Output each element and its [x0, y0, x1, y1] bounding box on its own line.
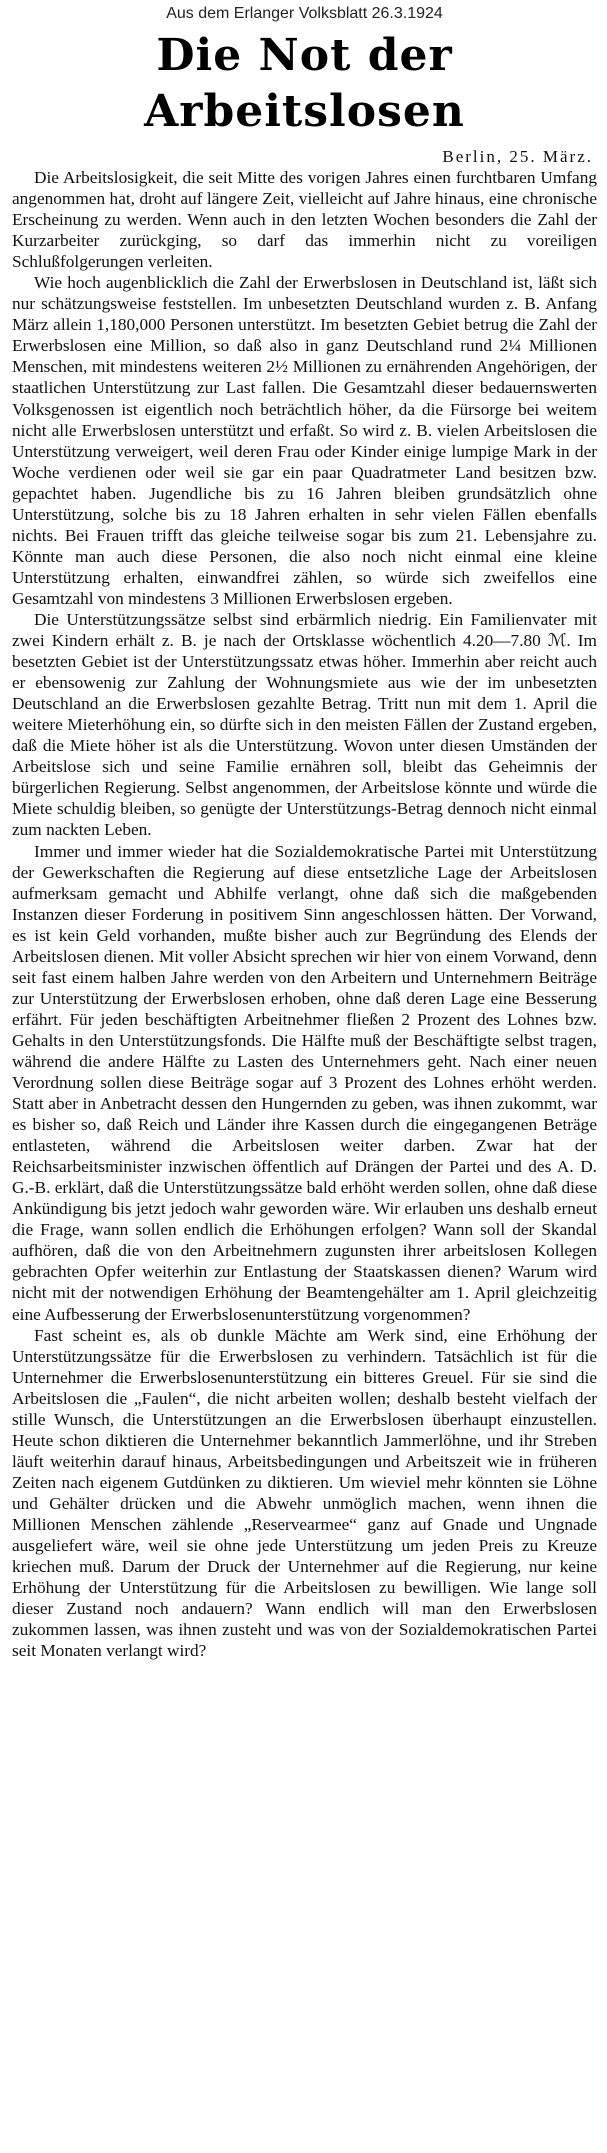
- article-headline: Die Not der Arbeitslosen: [144, 30, 465, 137]
- paragraph-dark-powers: Fast scheint es, als ob dunkle Mächte am Werk sind, eine Erhöhung der Unterstützungssätze für die Erwerbslosen zu verhindern. Tatsächlich ist für die Unternehmer die Erwerbslosenunterstützung ein bitteres Greuel. Für sie sind die Arbeitslosen die „Faulen“, die nicht arbeiten wollen; deshalb besteht vielfach der stille Wunsch, die Unterstützungen an die Erwerbslosen überhaupt einzustellen. Heute schon diktieren die Unternehmer bekanntlich Jammerlöhne, und ihr Streben läuft weiterhin darauf hinaus, Arbeitsbedingungen und Arbeitszeit wie in früheren Zeiten nach eigenem Gutdünken zu diktieren. Um wieviel mehr könnten sie Löhne und Gehälter drücken und die Abwehr unmöglich machen, wenn ihnen die Millionen Menschen zählende „Reservearmee“ ganz auf Gnade und Ungnade ausgeliefert wäre, weil sie ohne jede Unterstützung um jeden Preis zu Kreuze kriechen muß. Darum der Druck der Unternehmer auf die Regierung, nur keine Erhöhung der Unterstützung für die Arbeitslosen zu bewilligen. Wie lange soll dieser Zustand noch andauern? Wann endlich will man den Erwerbslosen zukommen lassen, was ihnen zusteht und was von der Sozialdemokratischen Partei seit Monaten verlangt wird?: [12, 1325, 597, 1661]
- paragraph-unemployed-count: Wie hoch augenblicklich die Zahl der Erwerbslosen in Deutschland ist, läßt sich nur schätzungsweise feststellen. Im unbesetzten Deutschland wurden z. B. Anfang März allein 1,180,000 Personen unterstützt. Im besetzten Gebiet betrug die Zahl der Erwerbslosen eine Million, so daß also in ganz Deutschland rund 2¼ Millionen Menschen, mit mindestens weiteren 2½ Millionen zu ernährenden Angehörigen, der staatlichen Unterstützung zur Last fallen. Die Gesamtzahl dieser bedauernswerten Volksgenossen ist eigentlich noch beträchtlich höher, da die Fürsorge bei weitem nicht alle Erwerbslosen unterstützt und erfaßt. So wird z. B. vielen Arbeitslosen die Unterstützung verweigert, weil deren Frau oder Kinder einige lumpige Mark in der Woche verdienen oder weil sie gar ein paar Quadratmeter Land besitzen bzw. gepachtet haben. Jugendliche bis zu 16 Jahren bleiben grundsätzlich ohne Unterstützung, solche bis zu 18 Jahren erhalten in sehr vielen Fällen ebenfalls nichts. Bei Frauen trifft das gleiche teilweise sogar bis zum 21. Lebensjahre zu. Könnte man auch diese Personen, die also noch nicht einmal eine kleine Unterstützung erhalten, einwandfrei zählen, so würde sich zweifellos eine Gesamtzahl von mindestens 3 Millionen Erwerbslosen ergeben.: [12, 273, 597, 608]
- dateline: Berlin, 25. März.: [442, 147, 593, 166]
- paragraph-benefit-rates: Die Unterstützungssätze selbst sind erbärmlich niedrig. Ein Familienvater mit zwei Kindern erhält z. B. je nach der Ortsklasse wöchentlich 4.20—7.80 ℳ. Im besetzten Gebiet ist der Unterstützungssatz etwas höher. Immerhin aber reicht auch er ebensowenig zur Zahlung der Wohnungsmiete aus wie der im unbesetzten Deutschland an die Erwerbslosen gezahlte Betrag. Tritt nun mit dem 1. April die weitere Mieterhöhung ein, so dürfte sich in den meisten Fällen der Zustand ergeben, daß die Miete höher ist als die Unterstützung. Wovon unter diesen Umständen der Arbeitslose sich und seine Familie ernähren soll, bleibt das Geheimnis der bürgerlichen Regierung. Selbst angenommen, der Arbeitslose könnte und würde die Miete schuldig bleiben, so genügte der Unterstützungs-Betrag dennoch nicht einmal zum nackten Leben.: [12, 609, 597, 840]
- paragraph-party-demands: Immer und immer wieder hat die Sozialdemokratische Partei mit Unterstützung der Gewerkschaften die Regierung auf diese entsetzliche Lage der Arbeitslosen aufmerksam gemacht und Abhilfe verlangt, ohne daß sich die maßgebenden Instanzen dieser Forderung in positivem Sinn angeschlossen hätten. Der Vorwand, es ist kein Geld vorhanden, mußte bisher auch zur Begründung des Elends der Arbeitslosen dienen. Mit voller Absicht sprechen wir hier von einem Vorwand, denn seit fast einem halben Jahre werden von den Arbeitern und Unternehmern Beiträge zur Unterstützung der Erwerbslosen erhoben, ohne daß deren Lage eine Besserung erfährt. Für jeden beschäftigten Arbeitnehmer fließen 2 Prozent des Lohnes bzw. Gehalts in den Unterstützungsfonds. Die Hälfte muß der Beschäftigte selbst tragen, während die andere Hälfte zu Lasten des Unternehmers geht. Nach einer neuen Verordnung sollen diese Beiträge sogar auf 3 Prozent des Lohnes erhöht werden. Statt aber in Anbetracht dessen den Hungernden zu geben, was ihnen zukommt, war es bisher so, daß Reich und Länder ihre Kassen durch die eingegangenen Beträge entlasteten, während die Arbeitslosen weiter darben. Zwar hat der Reichsarbeitsminister inzwischen öffentlich auf Drängen der Partei und des A. D. G.-B. erklärt, daß die Unterstützungssätze bald erhöht werden sollen, ohne daß diese Ankündigung bis jetzt jedoch wahr geworden wäre. Wir erlauben uns deshalb erneut die Frage, wann sollen endlich die Erhöhungen erfolgen? Wann soll der Skandal aufhören, daß die von den Arbeitnehmern zugunsten ihrer arbeitslosen Kollegen gebrachten Opfer weiterhin zur Entlastung der Staatskassen dienen? Warum wird nicht mit der notwendigen Erhöhung der Beamtengehälter am 1. April gleichzeitig eine Aufbesserung der Erwerbslosenunterstützung vorgenommen?: [12, 841, 597, 1324]
- source-caption: Aus dem Erlanger Volksblatt 26.3.1924: [166, 5, 443, 22]
- paragraph-intro: Die Arbeitslosigkeit, die seit Mitte des vorigen Jahres einen furchtbaren Umfang angenommen hat, droht auf längere Zeit, vielleicht auf Jahre hinaus, eine chronische Erscheinung zu werden. Wenn auch in den letzten Wochen besonders die Zahl der Kurzarbeiter zurückging, so darf das immerhin nicht zu voreiligen Schlußfolgerungen verleiten.: [12, 168, 597, 272]
